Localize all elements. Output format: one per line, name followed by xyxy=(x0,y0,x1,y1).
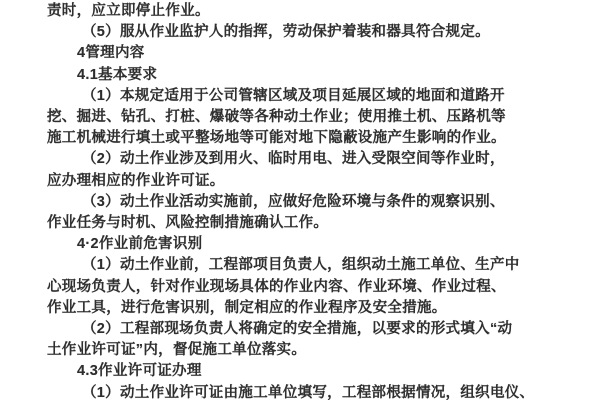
document-line: 责时，应立即停止作业。 xyxy=(47,3,210,19)
document-line: （5）服从作业监护人的指挥，劳动保护着装和器具符合规定。 xyxy=(82,24,490,41)
document-line: （1）动土作业前，工程部项目负责人，组织动土施工单位、生产中 xyxy=(82,257,520,274)
document-text-block xyxy=(0,1,600,400)
document-line: 心现场负责人，针对作业现场具体的作业内容、作业环境、作业过程、 xyxy=(47,278,506,295)
document-line: （2）工程部现场负责人将确定的安全措施，以要求的形式填入“动 xyxy=(82,321,513,338)
document-line: 施工机械进行填土或平整场地等可能对地下隐蔽设施产生影响的作业。 xyxy=(47,130,506,147)
document-line: 作业工具，进行危害识别，制定相应的作业程序及安全措施。 xyxy=(47,299,447,316)
document-line: （1）动土作业许可证由施工单位填写，工程部根据情况，组织电仪、 xyxy=(82,384,535,400)
document-line: （3）动土作业活动实施前，应做好危险环境与条件的观察识别、 xyxy=(82,193,505,210)
section-heading: 4·2作业前危害识别 xyxy=(77,236,203,253)
document-line: （2）动土作业涉及到用火、临时用电、进入受限空间等作业时， xyxy=(82,151,505,168)
document-line: 挖、掘进、钻孔、打桩、爆破等各种动土作业；使用推土机、压路机等 xyxy=(47,109,506,126)
section-heading: 4管理内容 xyxy=(77,45,145,62)
document-line: （1）本规定适用于公司管辖区域及项目延展区域的地面和道路开 xyxy=(82,87,505,104)
document-line: 土作业许可证”内，督促施工单位落实。 xyxy=(47,342,307,359)
document-line: 作业任务与时机、风险控制措施确认工作。 xyxy=(47,215,329,232)
section-heading: 4.1基本要求 xyxy=(77,66,158,83)
document-line: 应办理相应的作业许可证。 xyxy=(47,172,225,189)
section-heading: 4.3作业许可证办理 xyxy=(77,363,202,380)
